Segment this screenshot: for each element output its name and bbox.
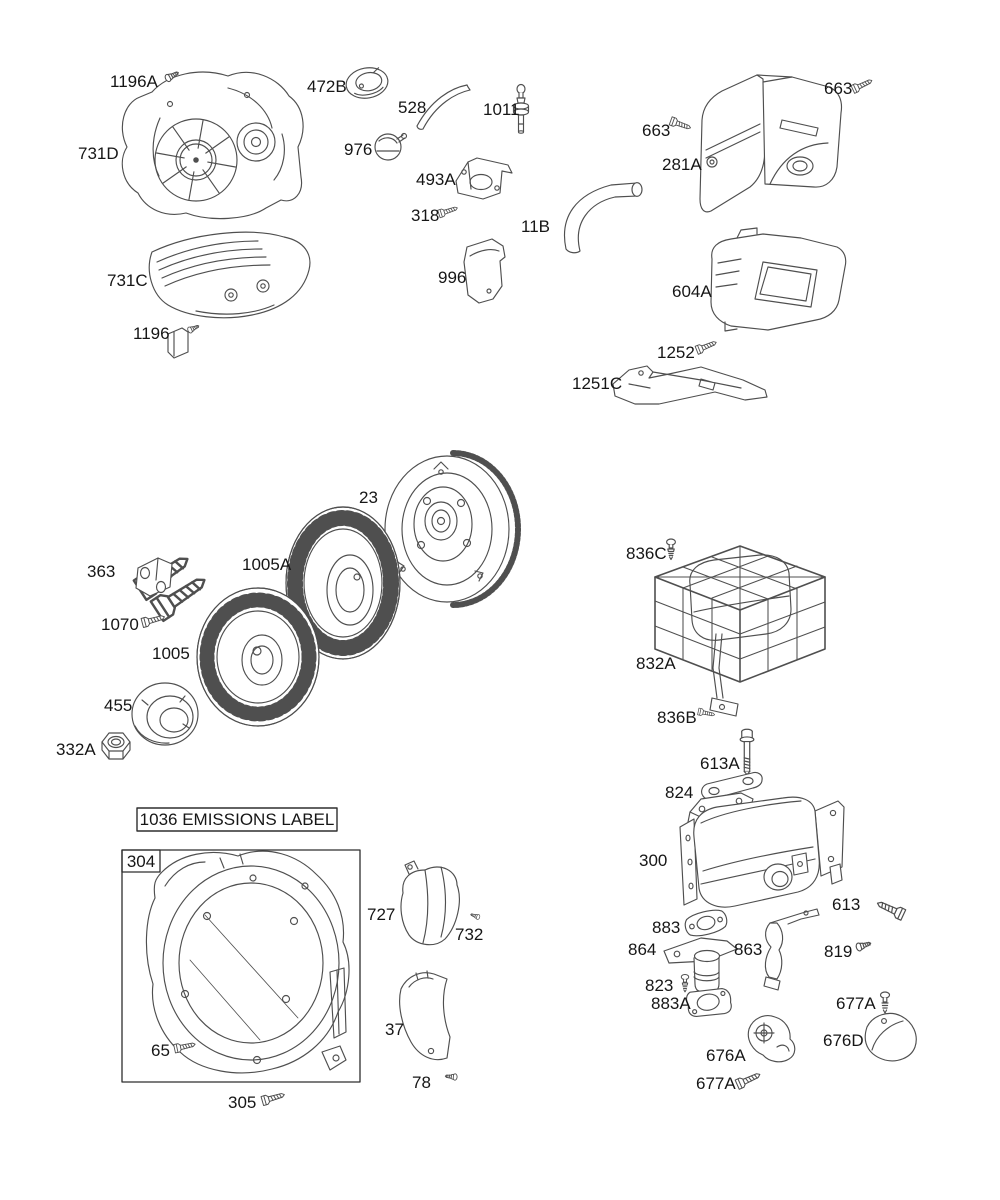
label-613A: 613A bbox=[700, 754, 740, 773]
part-deflector-864 bbox=[664, 938, 737, 994]
label-677A-top: 677A bbox=[836, 994, 876, 1013]
part-cover-676D bbox=[865, 1013, 916, 1060]
label-677A-bottom: 677A bbox=[696, 1074, 736, 1093]
label-1252: 1252 bbox=[657, 343, 695, 362]
part-heat-shield-731C bbox=[149, 232, 310, 318]
part-screw-1252 bbox=[695, 338, 718, 354]
label-1251C: 1251C bbox=[572, 374, 623, 393]
label-824: 824 bbox=[665, 783, 694, 802]
label-832A: 832A bbox=[636, 654, 676, 673]
part-screw-663-left bbox=[669, 117, 692, 132]
label-1005A: 1005A bbox=[242, 555, 292, 574]
part-screw-823 bbox=[681, 974, 688, 991]
part-cover-604A bbox=[711, 228, 846, 331]
part-bolt-677A-bottom bbox=[735, 1070, 762, 1089]
part-fan-1005 bbox=[197, 588, 319, 726]
label-883A: 883A bbox=[651, 994, 691, 1013]
part-cap-472B bbox=[344, 65, 391, 102]
part-blower-housing-304 bbox=[146, 851, 349, 1073]
part-flywheel-23 bbox=[385, 453, 518, 605]
label-613: 613 bbox=[832, 895, 861, 914]
label-78: 78 bbox=[412, 1073, 431, 1092]
label-676D: 676D bbox=[823, 1031, 864, 1050]
label-823: 823 bbox=[645, 976, 674, 995]
part-screw-836C bbox=[667, 539, 676, 560]
part-hose-11B bbox=[565, 183, 642, 253]
part-screw-663-right bbox=[851, 77, 874, 94]
part-bolt-set-363 bbox=[134, 550, 211, 621]
part-screw-732 bbox=[470, 912, 481, 920]
label-472B: 472B bbox=[307, 77, 347, 96]
label-1196A: 1196A bbox=[110, 72, 158, 91]
label-731D: 731D bbox=[78, 144, 119, 163]
label-23: 23 bbox=[359, 488, 378, 507]
label-318: 318 bbox=[411, 206, 440, 225]
label-732: 732 bbox=[455, 925, 484, 944]
label-883: 883 bbox=[652, 918, 681, 937]
part-screw-819 bbox=[855, 939, 872, 951]
label-976: 976 bbox=[344, 140, 373, 159]
label-332A: 332A bbox=[56, 740, 96, 759]
label-37: 37 bbox=[385, 1020, 404, 1039]
label-731C: 731C bbox=[107, 271, 148, 290]
part-muffler-guard-832A bbox=[655, 546, 825, 716]
label-1070: 1070 bbox=[101, 615, 139, 634]
part-bolt-613 bbox=[875, 898, 906, 920]
label-363: 363 bbox=[87, 562, 116, 581]
label-663-right: 663 bbox=[824, 79, 853, 98]
part-screw-318 bbox=[438, 204, 459, 218]
label-493A: 493A bbox=[416, 170, 456, 189]
part-muffler-cover-727 bbox=[401, 861, 459, 945]
part-starter-cup-455 bbox=[132, 683, 198, 745]
label-836C: 836C bbox=[626, 544, 667, 563]
label-11B: 11B bbox=[521, 217, 550, 236]
label-836B: 836B bbox=[657, 708, 697, 727]
label-1005: 1005 bbox=[152, 644, 190, 663]
emissions-label-text: 1036 EMISSIONS LABEL bbox=[139, 810, 335, 829]
part-bolt-613A bbox=[740, 729, 754, 774]
label-863: 863 bbox=[734, 940, 763, 959]
label-864: 864 bbox=[628, 940, 657, 959]
label-1196: 1196 bbox=[133, 324, 170, 343]
part-bracket-676A bbox=[748, 1016, 794, 1062]
part-muffler-300 bbox=[680, 793, 844, 907]
label-305: 305 bbox=[228, 1093, 257, 1112]
label-604A: 604A bbox=[672, 282, 712, 301]
label-300: 300 bbox=[639, 851, 668, 870]
part-blower-housing-731D bbox=[122, 72, 303, 219]
label-819: 819 bbox=[824, 942, 853, 961]
part-primer-976 bbox=[375, 134, 407, 161]
label-663-left: 663 bbox=[642, 121, 671, 140]
group-304-label: 304 bbox=[126, 852, 156, 871]
part-gasket-883 bbox=[683, 907, 729, 939]
part-terminal-1196 bbox=[168, 323, 200, 358]
emissions-label-box bbox=[137, 808, 337, 831]
part-bracket-493A bbox=[456, 158, 512, 199]
part-bolt-305 bbox=[261, 1090, 286, 1105]
part-plate-996 bbox=[464, 239, 505, 303]
label-1011: 1011 bbox=[483, 100, 520, 119]
label-528: 528 bbox=[398, 98, 427, 117]
label-281A: 281A bbox=[662, 155, 702, 174]
part-nut-332A bbox=[102, 733, 130, 759]
part-gasket-883A bbox=[685, 985, 733, 1019]
label-676A: 676A bbox=[706, 1046, 746, 1065]
part-heat-shield-37 bbox=[400, 971, 450, 1060]
part-cover-281A bbox=[700, 75, 842, 212]
label-727: 727 bbox=[367, 905, 396, 924]
part-bracket-1251C bbox=[613, 366, 767, 404]
part-pin-677A-top bbox=[881, 992, 890, 1013]
label-996: 996 bbox=[438, 268, 467, 287]
part-screw-78 bbox=[445, 1073, 457, 1080]
label-455: 455 bbox=[104, 696, 133, 715]
label-65: 65 bbox=[151, 1041, 170, 1060]
part-bracket-863 bbox=[764, 909, 819, 990]
